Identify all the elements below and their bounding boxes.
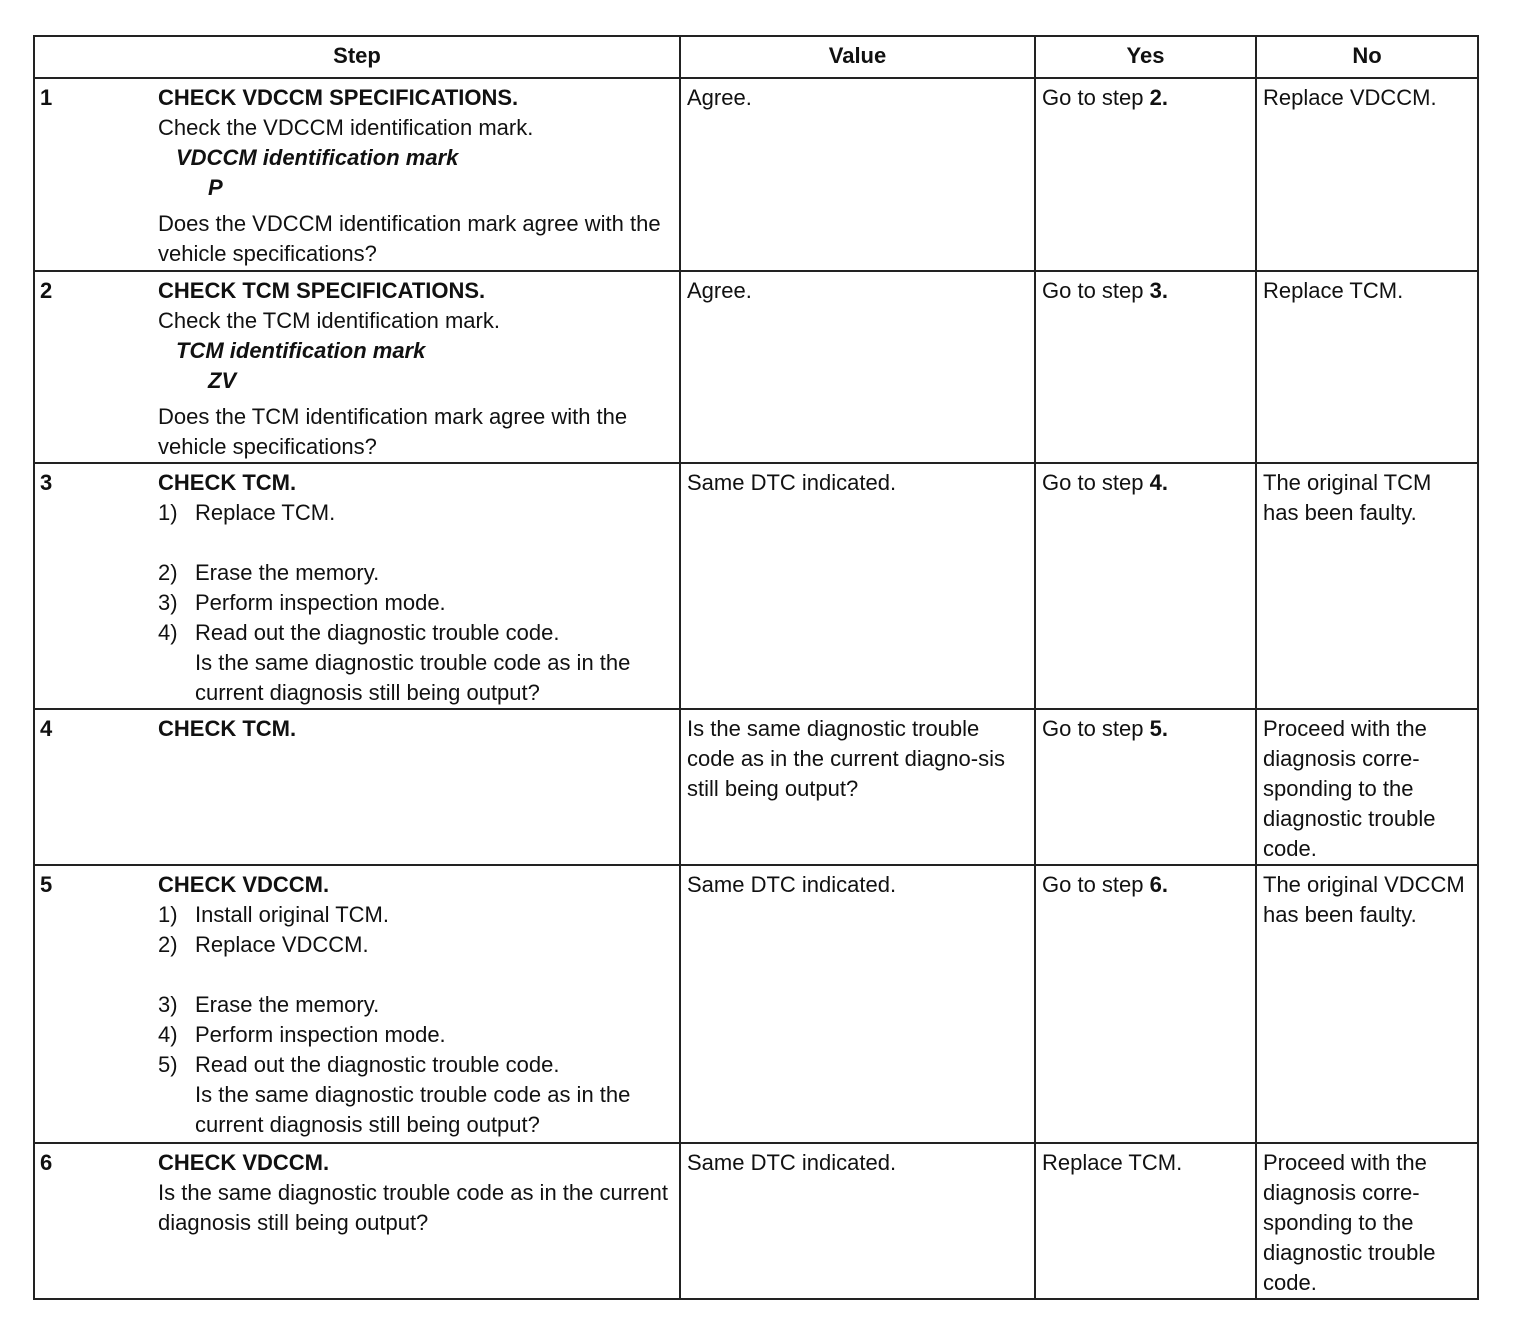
no-cell: Replace VDCCM. (1256, 78, 1478, 271)
list-item-number: 5) (158, 1052, 178, 1077)
mark-label: TCM identification mark (176, 338, 426, 363)
step-question: Is the same diagnostic trouble code as in the current diagnosis still being output? (195, 650, 631, 705)
header-step: Step (34, 36, 680, 78)
no-cell: The original TCM has been faulty. (1256, 463, 1478, 709)
step-number: 1 (34, 78, 158, 271)
no-cell: Proceed with the diagnosis corre-sponding to the diagnostic trouble code. (1256, 1143, 1478, 1299)
step-question: Does the TCM identification mark agree with the vehicle specifications? (158, 404, 628, 459)
yes-cell (1035, 463, 1256, 709)
procedure-list (158, 498, 673, 648)
step-instruction: Check the VDCCM identification mark. (158, 115, 534, 140)
step-number: 4 (34, 709, 158, 865)
list-item (158, 930, 673, 960)
step-content (158, 865, 680, 1143)
step-question: Is the same diagnostic trouble code as in the current diagnosis still being output? (158, 1180, 668, 1235)
list-item-number: 1) (158, 902, 178, 927)
value-cell: Agree. (680, 271, 1035, 463)
yes-step-ref: 3. (1149, 278, 1168, 303)
header-row (34, 36, 1478, 78)
list-item (158, 1050, 673, 1080)
list-item-number: 4) (158, 620, 178, 645)
table-row (34, 1143, 1478, 1299)
list-item-number: 3) (158, 992, 178, 1017)
step-content (158, 709, 680, 865)
mark-value: P (208, 175, 223, 200)
step-content (158, 463, 680, 709)
step-content (158, 1143, 680, 1299)
procedure-list (158, 900, 673, 1080)
step-title: CHECK VDCCM SPECIFICATIONS. (158, 85, 519, 110)
yes-cell (1035, 78, 1256, 271)
value-cell: Same DTC indicated. (680, 865, 1035, 1143)
yes-cell (1035, 709, 1256, 865)
list-item (158, 990, 673, 1020)
no-cell: Proceed with the diagnosis corre-sponding to the diagnostic trouble code. (1256, 709, 1478, 865)
yes-step-ref: 2. (1149, 85, 1168, 110)
list-item (158, 588, 673, 618)
no-cell: The original VDCCM has been faulty. (1256, 865, 1478, 1143)
value-cell: Same DTC indicated. (680, 1143, 1035, 1299)
step-content (158, 78, 680, 271)
table-row (34, 865, 1478, 1143)
table-row (34, 78, 1478, 271)
list-item-text: Install original TCM. (195, 902, 389, 927)
list-item (158, 1020, 673, 1050)
list-item-text: Replace VDCCM. (195, 932, 369, 957)
step-number: 6 (34, 1143, 158, 1299)
yes-text: Go to step (1042, 716, 1150, 741)
yes-text: Go to step (1042, 278, 1150, 303)
step-number: 2 (34, 271, 158, 463)
list-item-text: Perform inspection mode. (195, 590, 446, 615)
list-item-text: Erase the memory. (195, 560, 380, 585)
table-row (34, 271, 1478, 463)
list-item-number: 3) (158, 590, 178, 615)
spacer (158, 960, 673, 990)
yes-text: Go to step (1042, 872, 1150, 897)
list-item-text: Erase the memory. (195, 992, 380, 1017)
list-item-text: Perform inspection mode. (195, 1022, 446, 1047)
yes-step-ref: 6. (1149, 872, 1168, 897)
yes-text: Go to step (1042, 85, 1150, 110)
list-item-text: Read out the diagnostic trouble code. (195, 1052, 560, 1077)
list-item (158, 558, 673, 588)
step-question: Is the same diagnostic trouble code as in the current diagnosis still being output? (195, 1082, 631, 1137)
list-item-number: 2) (158, 932, 178, 957)
step-number: 5 (34, 865, 158, 1143)
header-yes: Yes (1035, 36, 1256, 78)
list-item-number: 1) (158, 500, 178, 525)
yes-step-ref: 5. (1149, 716, 1168, 741)
value-cell: Is the same diagnostic trouble code as in the current diagno-sis still being output? (680, 709, 1035, 865)
mark-label: VDCCM identification mark (176, 145, 459, 170)
list-item (158, 618, 673, 648)
diagnostic-table (33, 35, 1479, 1300)
mark-value: ZV (208, 368, 237, 393)
list-item-text: Replace TCM. (195, 500, 336, 525)
step-title: CHECK TCM. (158, 470, 297, 495)
step-title: CHECK TCM SPECIFICATIONS. (158, 278, 486, 303)
yes-step-ref: 4. (1149, 470, 1168, 495)
spacer (158, 528, 673, 558)
value-cell: Agree. (680, 78, 1035, 271)
step-title: CHECK TCM. (158, 716, 297, 741)
list-item (158, 900, 673, 930)
step-question: Does the VDCCM identification mark agree with the vehicle specifications? (158, 211, 661, 266)
list-item-number: 2) (158, 560, 178, 585)
header-value: Value (680, 36, 1035, 78)
step-number: 3 (34, 463, 158, 709)
step-title: CHECK VDCCM. (158, 1150, 330, 1175)
table-row (34, 463, 1478, 709)
list-item (158, 498, 673, 528)
yes-text: Go to step (1042, 470, 1150, 495)
header-no: No (1256, 36, 1478, 78)
list-item-number: 4) (158, 1022, 178, 1047)
value-cell: Same DTC indicated. (680, 463, 1035, 709)
step-title: CHECK VDCCM. (158, 872, 330, 897)
yes-cell: Replace TCM. (1035, 1143, 1256, 1299)
step-content (158, 271, 680, 463)
yes-cell (1035, 271, 1256, 463)
yes-cell (1035, 865, 1256, 1143)
table-row (34, 709, 1478, 865)
no-cell: Replace TCM. (1256, 271, 1478, 463)
step-instruction: Check the TCM identification mark. (158, 308, 500, 333)
list-item-text: Read out the diagnostic trouble code. (195, 620, 560, 645)
